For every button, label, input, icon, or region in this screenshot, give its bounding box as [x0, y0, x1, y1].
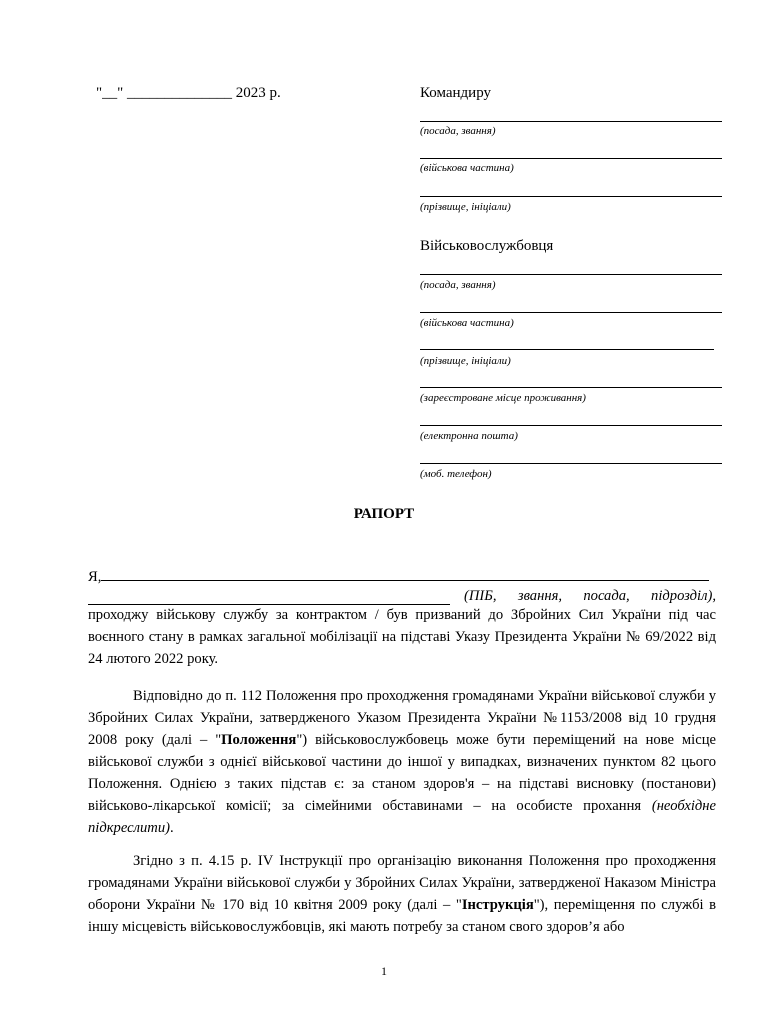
intro-paragraph: проходжу військову службу за контрактом / був призваний до Збройних Сил України під час воєнного стану в рамках загальної мобілізації на підставі Указу Президента України № 69/2022 від 24 лютого 2022 року. — [88, 607, 716, 667]
serviceman-name-line — [420, 349, 714, 350]
para2-text-end: . — [169, 820, 174, 836]
serviceman-email-line — [420, 425, 722, 426]
serviceman-position-line — [420, 274, 722, 275]
para3-defined-term: Інструкція — [461, 897, 534, 913]
intro-prefix: Я, — [88, 569, 102, 585]
serviceman-unit-hint: (військова частина) — [420, 317, 514, 329]
serviceman-position-hint: (посада, звання) — [420, 279, 496, 291]
commander-unit-line — [420, 158, 722, 159]
commander-unit-hint: (військова частина) — [420, 162, 514, 174]
date-day: "__" — [96, 85, 124, 101]
para2-text-start: Відповідно до п. 112 Положення про проходження громадянами України військової служби у Збройних Силах України, затвердженого Указом Президента України №1153/2008 від 10 грудня 2008 року (далі – " — [88, 688, 716, 748]
date-month-blank: ______________ — [127, 85, 232, 101]
serviceman-address-hint: (зареєстроване місце проживання) — [420, 392, 586, 404]
date-year: 2023 р. — [235, 85, 281, 101]
serviceman-name-hint: (прізвище, ініціали) — [420, 355, 511, 367]
commander-name-hint: (прізвище, ініціали) — [420, 201, 511, 213]
serviceman-unit-line — [420, 312, 722, 313]
commander-position-hint: (посада, звання) — [420, 125, 496, 137]
date-line — [96, 85, 281, 102]
commander-title: Командиру — [420, 85, 492, 101]
para2-underline-note: (необхідне підкреслити) — [88, 798, 716, 836]
intro-hint-row — [88, 588, 716, 605]
commander-name-line — [420, 196, 722, 197]
intro-hint: (ПІБ, звання, посада, підрозділ), — [464, 588, 716, 604]
intro-name-blank — [101, 566, 709, 581]
serviceman-email-hint: (електронна пошта) — [420, 430, 518, 442]
paragraph-relocation — [88, 685, 716, 839]
serviceman-address-line — [420, 387, 722, 388]
para3-text-end: "), переміщення по службі в іншу місцевість військовослужбовців, які мають потребу за станом свого здоров’я або — [88, 897, 716, 935]
page-number: 1 — [381, 964, 387, 978]
document-heading: РАПОРТ — [353, 506, 415, 522]
intro-hint-blank — [88, 590, 450, 605]
commander-position-line — [420, 121, 722, 122]
para3-text-start: Згідно з п. 4.15 р. IV Інструкції про організацію виконання Положення про проходження громадянами України військової служби у Збройних Силах України, затвердженої Наказом Міністра оборони України № 170 від 10 квітня 2009 року (далі – " — [88, 853, 716, 913]
intro-name-row — [88, 566, 716, 586]
para2-text-mid: ") військовослужбовець може бути переміщений на нове місце військової служби з однієї військової частини до іншої у випадках, визначених пунктом 82 цього Положення. Однією з таких підстав є: за станом здоров'я – на підставі висновку (постанови) військово-лікарської комісії; за сімейними обставинами – на особисте прохання — [88, 732, 716, 814]
paragraph-instruction — [88, 850, 716, 938]
serviceman-title: Військовослужбовця — [420, 238, 554, 254]
para2-defined-term: Положення — [221, 732, 297, 748]
serviceman-phone-hint: (моб. телефон) — [420, 468, 492, 480]
serviceman-phone-line — [420, 463, 722, 464]
